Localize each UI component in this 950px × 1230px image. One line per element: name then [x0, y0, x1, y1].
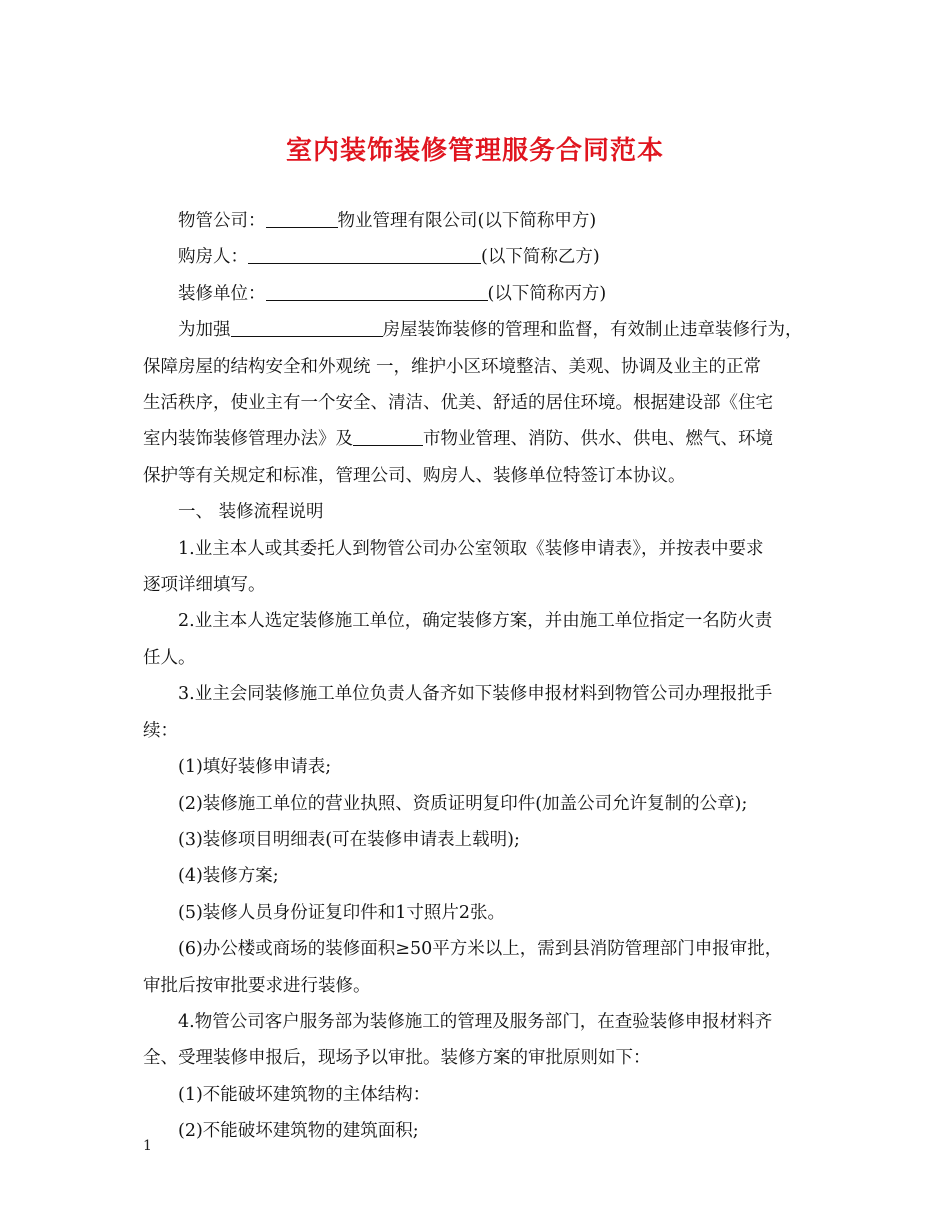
item-3-sub-5: (5)装修人员身份证复印件和1寸照片2张。: [178, 902, 506, 923]
preamble-text: 室内装饰装修管理办法》及: [143, 429, 353, 450]
page-number: 1: [143, 1138, 152, 1154]
item-1-line-2: 逐项详细填写。: [143, 575, 266, 596]
preamble-line-1: [143, 312, 815, 348]
item-1-line-1: 1.业主本人或其委托人到物管公司办公室领取《装修申请表》，并按表中要求: [178, 538, 764, 559]
item-3-sub-1: (1)填好装修申请表;: [178, 757, 332, 778]
item-3-line-2: 续：: [143, 720, 178, 741]
section-heading: 一、 装修流程说明: [178, 502, 324, 523]
city-blank-1: [231, 318, 383, 337]
party-a-blank: [266, 209, 338, 228]
party-b-label: 购房人：: [178, 247, 248, 268]
party-a-line: [143, 203, 815, 239]
item-3-line-1: 3.业主会同装修施工单位负责人备齐如下装修申报材料到物管公司办理报批手: [178, 684, 773, 705]
preamble-line-5: 保护等有关规定和标准，管理公司、购房人、装修单位特签订本协议。: [143, 465, 686, 486]
party-c-line: [143, 276, 815, 312]
party-c-label: 装修单位：: [178, 283, 266, 304]
party-b-line: [143, 239, 815, 275]
item-3-sub-3: (3)装修项目明细表(可在装修申请表上载明);: [178, 829, 520, 850]
item-4-sub-2: (2)不能破坏建筑物的建筑面积;: [178, 1121, 419, 1142]
item-2-line-2: 任人。: [143, 647, 196, 668]
preamble-text: 为加强: [178, 320, 231, 341]
item-4-line-2: 全、受理装修申报后，现场予以审批。装修方案的审批原则如下：: [143, 1048, 651, 1069]
preamble-line-3: 生活秩序，使业主有一个安全、清洁、优美、舒适的居住环境。根据建设部《住宅: [143, 393, 773, 414]
party-b-suffix: (以下简称乙方): [481, 247, 600, 268]
city-blank-2: [353, 427, 423, 446]
item-2-line-1: 2.业主本人选定装修施工单位，确定装修方案，并由施工单位指定一名防火责: [178, 611, 773, 632]
party-a-label: 物管公司：: [178, 211, 266, 231]
document-title: 室内装饰装修管理服务合同范本: [285, 136, 664, 166]
party-c-suffix: (以下简称丙方): [487, 283, 607, 304]
party-c-blank: [266, 281, 488, 300]
party-a-suffix: 物业管理有限公司(以下简称甲方): [337, 211, 597, 231]
item-3-sub-2: (2)装修施工单位的营业执照、资质证明复印件(加盖公司允许复制的公章);: [178, 793, 748, 814]
document-body: [143, 203, 815, 1150]
item-4-line-1: 4.物管公司客户服务部为装修施工的管理及服务部门，在查验装修申报材料齐: [178, 1011, 773, 1032]
party-b-blank: [248, 245, 481, 264]
preamble-line-4: [143, 421, 815, 457]
preamble-text: 房屋装饰装修的管理和监督，有效制止违章装修行为，: [382, 320, 803, 341]
preamble-text: 市物业管理、消防、供水、供电、燃气、环境: [423, 429, 773, 450]
item-3-sub-6-line-2: 审批后按审批要求进行装修。: [143, 975, 371, 996]
item-3-sub-6-line-1: (6)办公楼或商场的装修面积≥50平方米以上，需到县消防管理部门申报审批，: [178, 939, 783, 960]
item-3-sub-4: (4)装修方案;: [178, 866, 279, 887]
item-4-sub-1: (1)不能破坏建筑物的主体结构：: [178, 1084, 431, 1105]
preamble-line-2: 保障房屋的结构安全和外观统 一，维护小区环境整洁、美观、协调及业主的正常: [143, 356, 762, 377]
